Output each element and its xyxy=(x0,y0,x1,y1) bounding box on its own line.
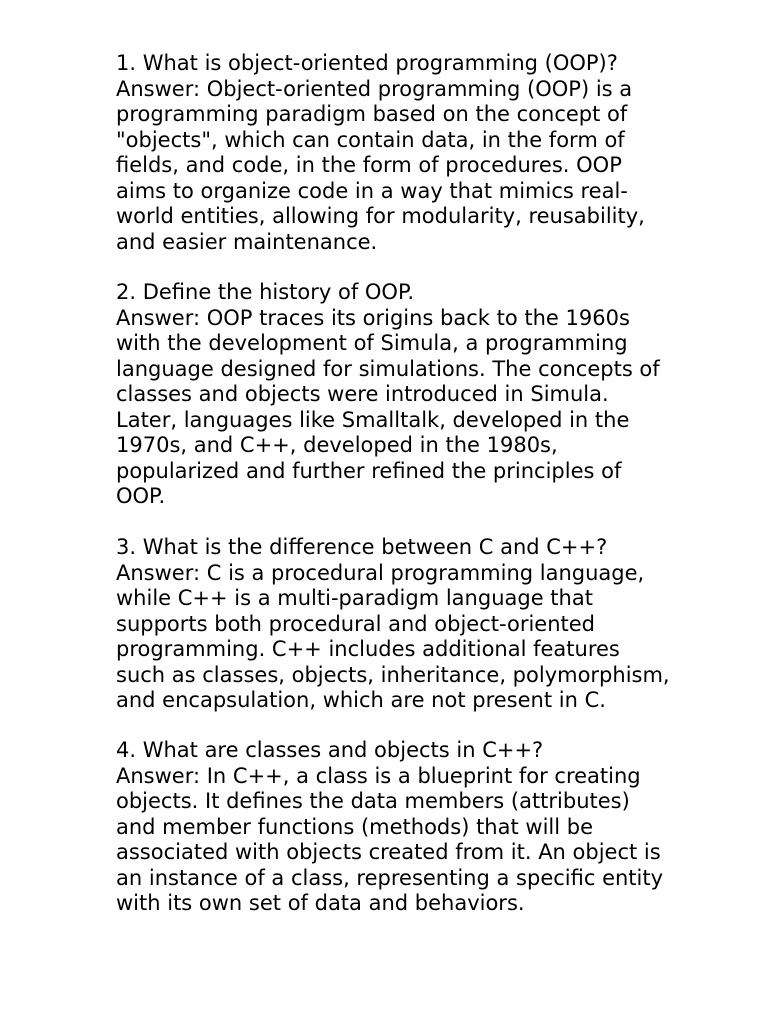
answer-2-line-2: with the development of Simula, a programming xyxy=(116,331,628,355)
qa-block-1 xyxy=(116,51,756,255)
answer-1-line-5: aims to organize code in a way that mimics real- xyxy=(116,178,628,203)
answer-2-line-4: classes and objects were introduced in Simula. xyxy=(116,382,609,406)
answer-4-line-2: objects. It defines the data members (attributes) xyxy=(116,789,630,813)
answer-2-line-6: 1970s, and C++, developed in the 1980s, xyxy=(116,433,558,457)
answer-1-line-3: "objects", which can contain data, in the form of xyxy=(116,127,625,152)
answer-1-line-7: and easier maintenance. xyxy=(116,229,378,254)
answer-2-line-1: Answer: OOP traces its origins back to the 1960s xyxy=(116,305,630,330)
qa-block-4 xyxy=(116,738,756,917)
answer-4-line-6: with its own set of data and behaviors. xyxy=(116,891,525,915)
question-3: 3. What is the difference between C and C++? xyxy=(116,535,608,559)
question-4: 4. What are classes and objects in C++? xyxy=(116,738,544,762)
question-1: 1. What is object-oriented programming (OOP)? xyxy=(116,51,618,75)
answer-1-line-2: programming paradigm based on the concept of xyxy=(116,102,628,126)
answer-3-line-2: while C++ is a multi-paradigm language that xyxy=(116,586,593,610)
answer-3-line-3: supports both procedural and object-oriented xyxy=(116,611,596,636)
answer-3-line-5: such as classes, objects, inheritance, polymorphism, xyxy=(116,662,670,687)
answer-4-line-3: and member functions (methods) that will be xyxy=(116,814,594,839)
qa-block-3 xyxy=(116,535,756,714)
answer-1-line-4: fields, and code, in the form of procedures. OOP xyxy=(116,153,622,177)
qa-block-2 xyxy=(116,280,756,510)
answer-3-line-1: Answer: C is a procedural programming language, xyxy=(116,560,645,585)
answer-1-line-6: world entities, allowing for modularity, reusability, xyxy=(116,204,645,228)
answer-4-line-1: Answer: In C++, a class is a blueprint for creating xyxy=(116,763,641,788)
question-2: 2. Define the history of OOP. xyxy=(116,280,415,304)
answer-2-line-7: popularized and further refined the principles of xyxy=(116,458,622,483)
answer-4-line-5: an instance of a class, representing a specific entity xyxy=(116,865,664,890)
answer-2-line-3: language designed for simulations. The concepts of xyxy=(116,356,660,381)
answer-2-line-5: Later, languages like Smalltalk, developed in the xyxy=(116,407,630,432)
answer-3-line-4: programming. C++ includes additional features xyxy=(116,637,620,661)
answer-4-line-4: associated with objects created from it. An object is xyxy=(116,840,661,864)
answer-2-line-8: OOP. xyxy=(116,484,166,508)
answer-1-line-1: Answer: Object-oriented programming (OOP) is a xyxy=(116,76,633,101)
answer-3-line-6: and encapsulation, which are not present in C. xyxy=(116,688,606,712)
